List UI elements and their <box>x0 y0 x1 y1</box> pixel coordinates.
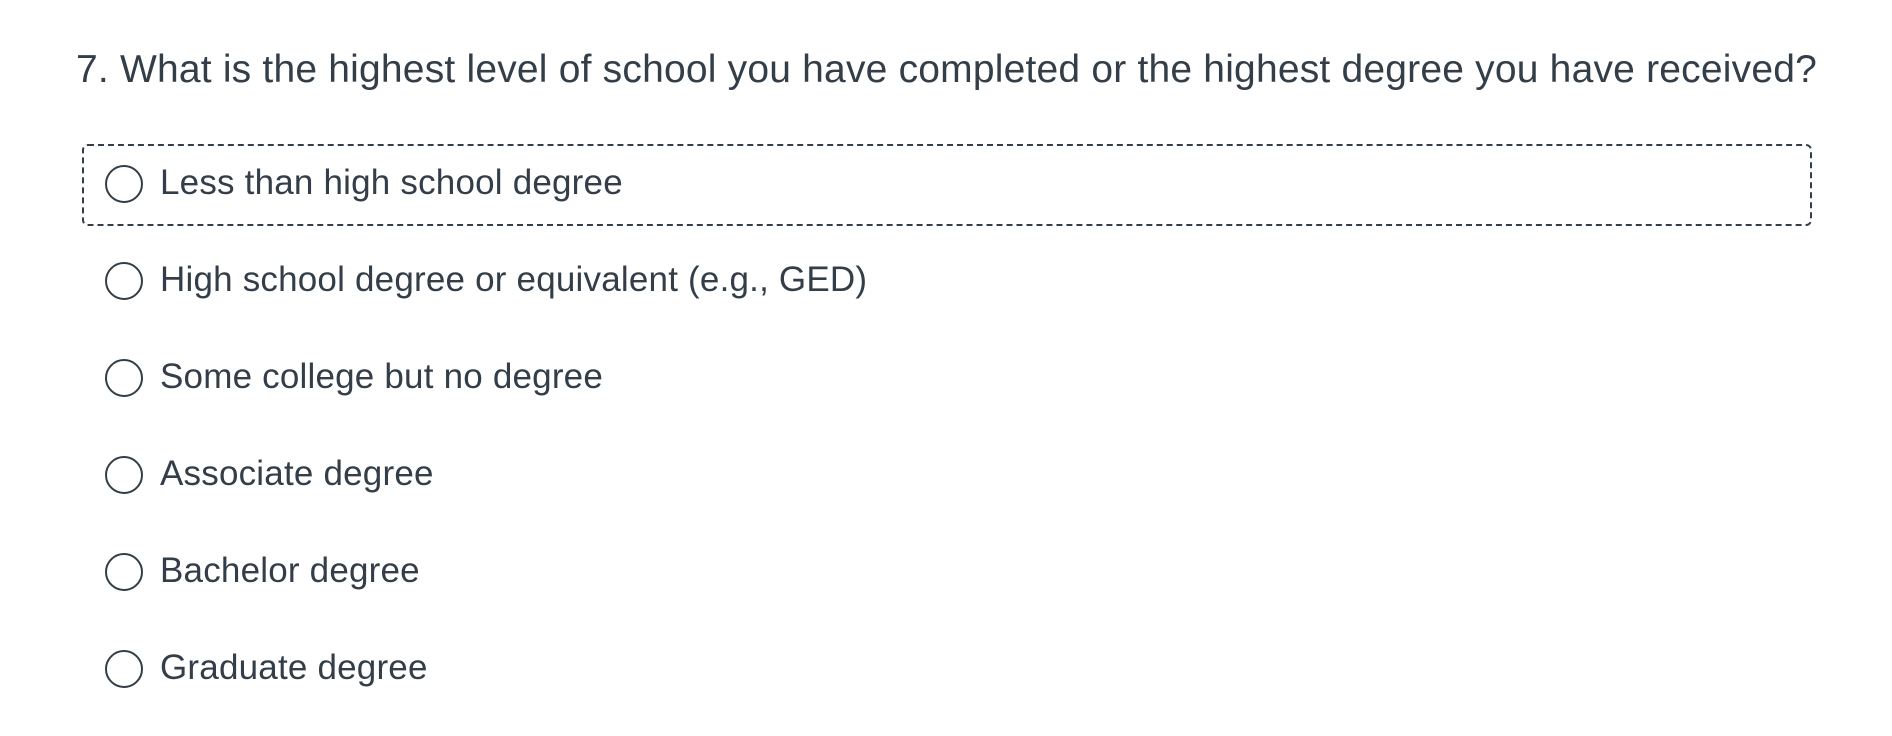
choice-bachelor-degree[interactable] <box>82 532 1812 614</box>
radio-button[interactable] <box>105 456 143 494</box>
choice-label[interactable]: Less than high school degree <box>160 163 623 202</box>
radio-button[interactable] <box>105 262 143 300</box>
choice-label[interactable]: Some college but no degree <box>160 357 604 396</box>
choice-label[interactable]: Graduate degree <box>160 648 428 687</box>
radio-button[interactable] <box>105 650 143 688</box>
radio-button[interactable] <box>105 553 143 591</box>
choice-high-school[interactable] <box>82 241 1812 323</box>
radio-button[interactable] <box>105 165 143 203</box>
answer-choices <box>82 144 1812 726</box>
choice-label[interactable]: Associate degree <box>160 454 434 493</box>
choice-associate-degree[interactable] <box>82 435 1812 517</box>
radio-button[interactable] <box>105 359 143 397</box>
choice-label[interactable]: High school degree or equivalent (e.g., GED) <box>160 260 868 299</box>
choice-less-than-high-school[interactable] <box>82 144 1812 226</box>
choice-graduate-degree[interactable] <box>82 629 1812 711</box>
choice-label[interactable]: Bachelor degree <box>160 551 420 590</box>
question-title: 7. What is the highest level of school you have completed or the highest degree you have received? <box>76 48 1817 91</box>
choice-some-college[interactable] <box>82 338 1812 420</box>
